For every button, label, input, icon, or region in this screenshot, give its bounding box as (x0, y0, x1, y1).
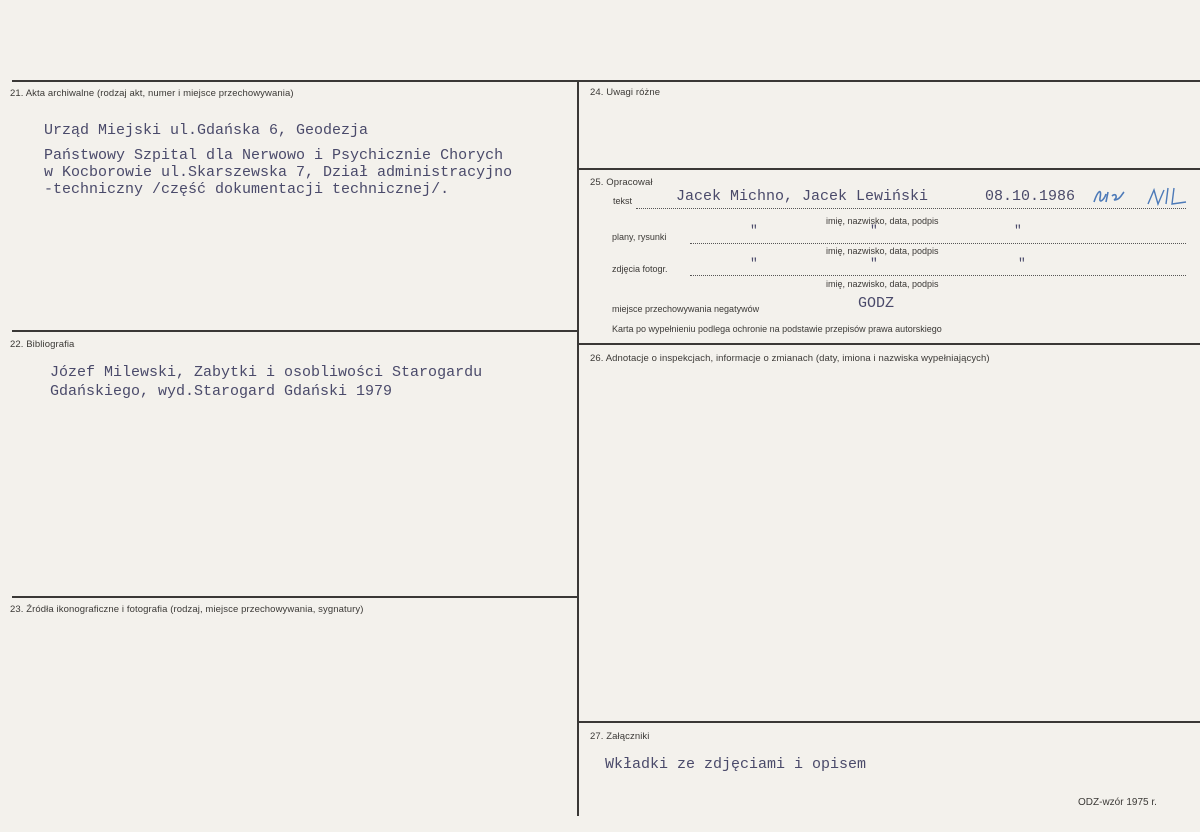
copyright-note: Karta po wypełnieniu podlega ochronie na podstawie przepisów prawa autorskiego (612, 324, 942, 334)
plany-caption: imię, nazwisko, data, podpis (826, 246, 939, 256)
section-23-label: 23. Źródła ikonograficzne i fotografia (rodzaj, miejsce przechowywania, sygnatury) (10, 604, 364, 615)
zdjecia-ditto-2: " (870, 256, 878, 271)
zdjecia-ditto-1: " (750, 256, 758, 271)
plany-ditto-1: " (750, 223, 758, 238)
section-26-label: 26. Adnotacje o inspekcjach, informacje o zmianach (daty, imiona i nazwiska wypełniających) (590, 353, 990, 364)
attachments-value: Wkładki ze zdjęciami i opisem (605, 756, 867, 773)
top-border (12, 80, 1200, 82)
section-27-label: 27. Załączniki (590, 731, 650, 742)
divider-26-27 (578, 721, 1200, 723)
bibliography-line-1: Józef Milewski, Zabytki i osobliwości Starogardu (50, 364, 483, 381)
negatives-location-label: miejsce przechowywania negatywów (612, 304, 760, 314)
tekst-dotted-line (636, 208, 1186, 209)
tekst-author-value: Jacek Michno, Jacek Lewiński (676, 188, 929, 205)
plany-dotted-line (690, 243, 1186, 244)
form-code-footer: ODZ-wzór 1975 r. (1078, 797, 1157, 808)
center-divider (577, 80, 579, 816)
archival-line-2: Państwowy Szpital dla Nerwowo i Psychicznie Chorych (44, 147, 504, 164)
signature-image (1090, 184, 1190, 208)
plany-ditto-3: " (1014, 223, 1022, 238)
tekst-label: tekst (613, 196, 633, 206)
zdjecia-ditto-3: " (1018, 256, 1026, 271)
bibliography-line-2: Gdańskiego, wyd.Starogard Gdański 1979 (50, 383, 393, 400)
zdjecia-caption: imię, nazwisko, data, podpis (826, 279, 939, 289)
tekst-caption: imię, nazwisko, data, podpis (826, 216, 939, 226)
zdjecia-dotted-line (690, 275, 1186, 276)
plany-label: plany, rysunki (612, 232, 667, 242)
divider-22-23 (12, 596, 578, 598)
divider-25-26 (578, 343, 1200, 345)
negatives-location-value: GODZ (858, 295, 895, 312)
divider-21-22 (12, 330, 578, 332)
zdjecia-label: zdjęcia fotogr. (612, 264, 668, 274)
section-24-label: 24. Uwagi różne (590, 87, 661, 98)
archival-line-4: -techniczny /część dokumentacji technicznej/. (44, 181, 450, 198)
plany-ditto-2: " (870, 223, 878, 238)
archival-line-3: w Kocborowie ul.Skarszewska 7, Dział administracyjno (44, 164, 513, 181)
section-25-label: 25. Opracował (590, 177, 653, 188)
section-21-label: 21. Akta archiwalne (rodzaj akt, numer i miejsce przechowywania) (10, 88, 294, 99)
section-22-label: 22. Bibliografia (10, 339, 75, 350)
divider-24-25 (578, 168, 1200, 170)
tekst-date-value: 08.10.1986 (985, 188, 1076, 205)
archival-line-1: Urząd Miejski ul.Gdańska 6, Geodezja (44, 122, 369, 139)
